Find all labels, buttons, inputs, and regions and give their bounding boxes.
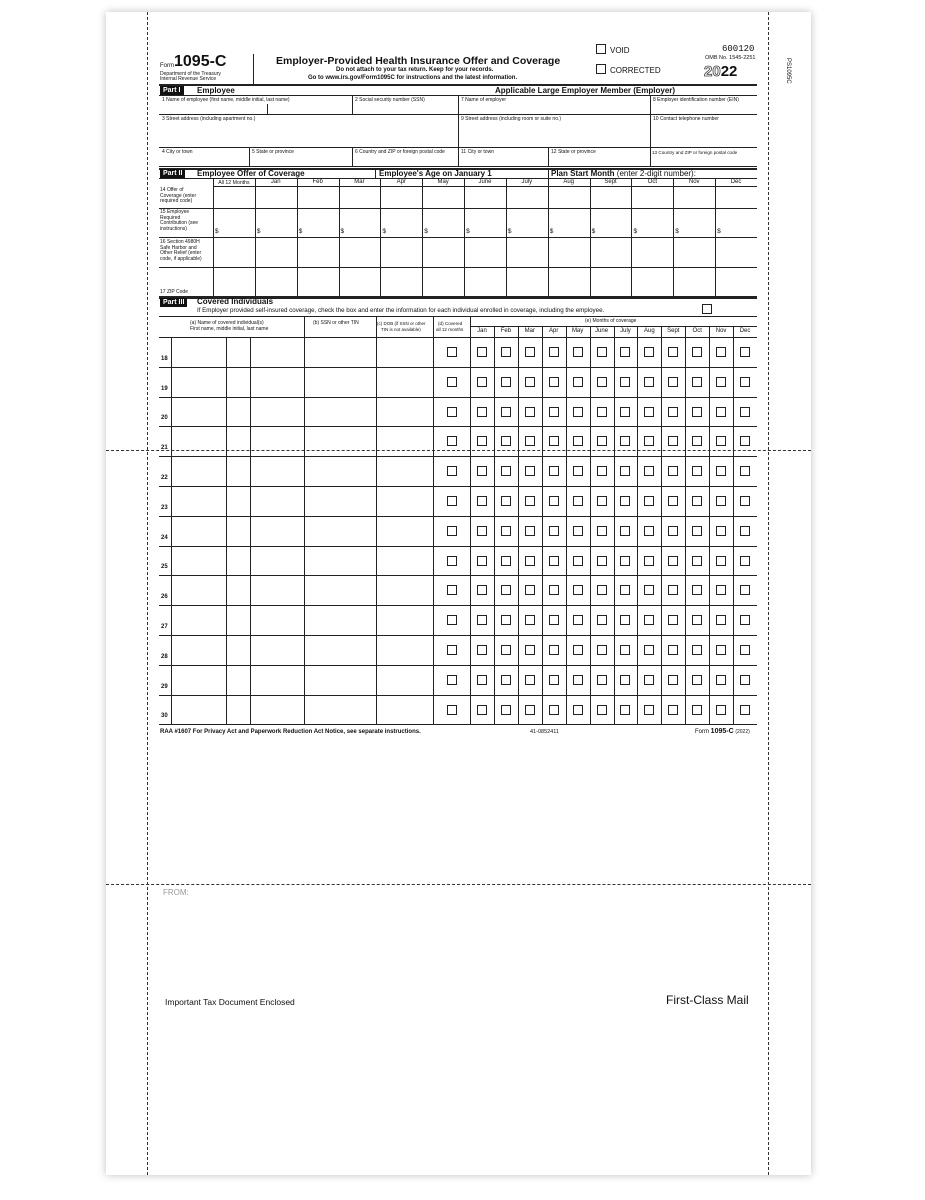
month-coverage-checkbox[interactable] (573, 496, 583, 506)
month-coverage-checkbox[interactable] (716, 347, 726, 357)
col-b-header: (b) SSN or other TIN (313, 320, 359, 326)
corrected-checkbox[interactable] (596, 64, 606, 74)
field-7-label: 7 Name of employer (461, 97, 507, 103)
month-coverage-checkbox[interactable] (549, 705, 559, 715)
row-number-23: 23 (161, 504, 168, 511)
covered-all-12-checkbox[interactable] (447, 466, 457, 476)
month-coverage-checkbox[interactable] (620, 407, 630, 417)
col-a-header-2: First name, middle initial, last name (190, 326, 269, 332)
month-coverage-checkbox[interactable] (477, 645, 487, 655)
part3-title: Covered Individuals (197, 297, 274, 306)
month-coverage-checkbox[interactable] (740, 526, 750, 536)
covered-all-12-checkbox[interactable] (447, 526, 457, 536)
month-coverage-checkbox[interactable] (597, 615, 607, 625)
month-coverage-checkbox[interactable] (501, 466, 511, 476)
side-code: PS1095C (785, 58, 791, 84)
month-coverage-checkbox[interactable] (477, 675, 487, 685)
month-coverage-checkbox[interactable] (692, 496, 702, 506)
month-coverage-checkbox[interactable] (501, 436, 511, 446)
covered-all-12-checkbox[interactable] (447, 645, 457, 655)
p2-month-1: Jan (270, 179, 281, 185)
omb-number: OMB No. 1545-2251 (705, 55, 756, 61)
month-coverage-checkbox[interactable] (740, 407, 750, 417)
part2-title: Employee Offer of Coverage (197, 169, 305, 178)
month-coverage-checkbox[interactable] (620, 556, 630, 566)
month-coverage-checkbox[interactable] (501, 347, 511, 357)
month-coverage-checkbox[interactable] (525, 645, 535, 655)
part3-badge: Part III (160, 298, 187, 307)
field-11-label: 11 City or town (461, 149, 494, 155)
perforation-right (768, 12, 769, 1175)
month-coverage-checkbox[interactable] (597, 556, 607, 566)
month-coverage-checkbox[interactable] (644, 496, 654, 506)
month-coverage-checkbox[interactable] (477, 705, 487, 715)
month-coverage-checkbox[interactable] (716, 526, 726, 536)
month-coverage-checkbox[interactable] (501, 407, 511, 417)
row-number-20: 20 (161, 415, 168, 422)
month-coverage-checkbox[interactable] (573, 675, 583, 685)
month-coverage-checkbox[interactable] (525, 526, 535, 536)
part2-badge: Part II (160, 169, 185, 178)
form-code: 600120 (722, 44, 755, 54)
p2-month-8: Aug (563, 179, 575, 185)
month-coverage-checkbox[interactable] (477, 585, 487, 595)
month-coverage-checkbox[interactable] (644, 675, 654, 685)
important-tax-doc: Important Tax Document Enclosed (165, 997, 295, 1007)
covered-all-12-checkbox[interactable] (447, 496, 457, 506)
month-coverage-checkbox[interactable] (549, 675, 559, 685)
field-10-label: 10 Contact telephone number (653, 116, 719, 122)
dollar-sign: $ (340, 228, 345, 235)
dollar-sign: $ (466, 228, 470, 235)
month-coverage-checkbox[interactable] (501, 705, 511, 715)
month-coverage-checkbox[interactable] (620, 377, 630, 387)
month-coverage-checkbox[interactable] (549, 377, 559, 387)
covered-all-12-checkbox[interactable] (447, 407, 457, 417)
month-coverage-checkbox[interactable] (477, 556, 487, 566)
field-3-label: 3 Street address (including apartment no.) (162, 116, 256, 122)
p3-month-0: Jan (477, 328, 487, 334)
month-coverage-checkbox[interactable] (644, 615, 654, 625)
month-coverage-checkbox[interactable] (692, 705, 702, 715)
month-coverage-checkbox[interactable] (716, 615, 726, 625)
dollar-sign: $ (256, 228, 261, 235)
employee-age-title: Employee's Age on January 1 (379, 169, 492, 178)
col-e-header: (e) Months of coverage (585, 318, 637, 324)
col-d-header-1: (d) Covered (438, 321, 463, 326)
month-coverage-checkbox[interactable] (716, 675, 726, 685)
month-coverage-checkbox[interactable] (477, 496, 487, 506)
dollar-sign: $ (549, 228, 554, 235)
month-coverage-checkbox[interactable] (501, 496, 511, 506)
month-coverage-checkbox[interactable] (549, 585, 559, 595)
month-coverage-checkbox[interactable] (644, 705, 654, 715)
month-coverage-checkbox[interactable] (740, 496, 750, 506)
footer-form-id: Form 1095-C (2022) (695, 728, 750, 735)
col-a-header-1: (a) Name of covered individual(s) (190, 320, 264, 326)
month-coverage-checkbox[interactable] (477, 526, 487, 536)
line-17-label: 17 ZIP Code (160, 289, 188, 295)
p3-month-4: May (571, 328, 584, 334)
row-number-29: 29 (161, 683, 168, 690)
month-coverage-checkbox[interactable] (668, 407, 678, 417)
p2-month-7: July (521, 179, 533, 185)
part1-employee-title: Employee (197, 86, 235, 95)
row-number-22: 22 (161, 475, 168, 481)
month-coverage-checkbox[interactable] (525, 377, 535, 387)
month-coverage-checkbox[interactable] (549, 556, 559, 566)
month-coverage-checkbox[interactable] (597, 496, 607, 506)
month-coverage-checkbox[interactable] (644, 377, 654, 387)
col-c-header-1: (c) DOB (if SSN or other (377, 321, 426, 326)
covered-all-12-checkbox[interactable] (447, 585, 457, 595)
dollar-sign: $ (424, 228, 428, 235)
p3-month-11: Dec (739, 328, 751, 334)
month-coverage-checkbox[interactable] (716, 705, 726, 715)
month-coverage-checkbox[interactable] (597, 705, 607, 715)
month-coverage-checkbox[interactable] (692, 645, 702, 655)
field-13-label: 13 Country and ZIP or foreign postal code (652, 150, 738, 155)
p2-month-12: Dec (730, 179, 742, 185)
plan-start-month: Plan Start Month (enter 2-digit number): (551, 169, 696, 178)
month-coverage-checkbox[interactable] (597, 466, 607, 476)
month-coverage-checkbox[interactable] (549, 645, 559, 655)
month-coverage-checkbox[interactable] (501, 645, 511, 655)
p2-month-10: Oct (647, 179, 658, 185)
month-coverage-checkbox[interactable] (668, 347, 678, 357)
month-coverage-checkbox[interactable] (597, 585, 607, 595)
month-coverage-checkbox[interactable] (525, 496, 535, 506)
month-coverage-checkbox[interactable] (668, 466, 678, 476)
month-coverage-checkbox[interactable] (668, 436, 678, 446)
month-coverage-checkbox[interactable] (716, 436, 726, 446)
field-2-label: 2 Social security number (SSN) (355, 97, 425, 103)
month-coverage-checkbox[interactable] (597, 347, 607, 357)
month-coverage-checkbox[interactable] (668, 615, 678, 625)
void-label: VOID (610, 46, 630, 55)
month-coverage-checkbox[interactable] (644, 526, 654, 536)
month-coverage-checkbox[interactable] (525, 675, 535, 685)
row-number-25: 25 (161, 564, 168, 571)
month-coverage-checkbox[interactable] (549, 436, 559, 446)
month-coverage-checkbox[interactable] (692, 526, 702, 536)
covered-all-12-checkbox[interactable] (447, 705, 457, 715)
p2-month-11: Nov (688, 179, 700, 185)
month-coverage-checkbox[interactable] (549, 615, 559, 625)
month-coverage-checkbox[interactable] (620, 496, 630, 506)
field-6-label: 6 Country and ZIP or foreign postal code (355, 149, 445, 155)
month-coverage-checkbox[interactable] (668, 645, 678, 655)
month-coverage-checkbox[interactable] (668, 526, 678, 536)
covered-all-12-checkbox[interactable] (447, 347, 457, 357)
footer-catalog: 41-0852411 (530, 729, 559, 735)
dollar-sign: $ (633, 228, 638, 235)
month-coverage-checkbox[interactable] (525, 436, 535, 446)
month-coverage-checkbox[interactable] (620, 466, 630, 476)
month-coverage-checkbox[interactable] (573, 377, 583, 387)
dollar-sign: $ (298, 228, 303, 235)
covered-all-12-checkbox[interactable] (447, 675, 457, 685)
month-coverage-checkbox[interactable] (644, 347, 654, 357)
dollar-sign: $ (717, 228, 721, 235)
month-coverage-checkbox[interactable] (525, 705, 535, 715)
month-coverage-checkbox[interactable] (692, 436, 702, 446)
form-subtitle-2: Go to www.irs.gov/Form1095C for instructions and the latest information. (308, 75, 518, 81)
p3-month-7: Aug (644, 328, 655, 334)
row-number-27: 27 (161, 624, 168, 630)
dollar-sign: $ (382, 228, 386, 235)
perforation-left (147, 12, 148, 1175)
month-coverage-checkbox[interactable] (477, 347, 487, 357)
part1-employer-title: Applicable Large Employer Member (Employer) (495, 86, 676, 95)
month-coverage-checkbox[interactable] (644, 645, 654, 655)
month-coverage-checkbox[interactable] (716, 585, 726, 595)
month-coverage-checkbox[interactable] (692, 615, 702, 625)
dollar-sign: $ (675, 228, 679, 235)
mailer-from-label: FROM: (163, 888, 189, 897)
p3-month-6: July (620, 328, 631, 334)
month-coverage-checkbox[interactable] (620, 645, 630, 655)
month-coverage-checkbox[interactable] (573, 407, 583, 417)
form-title: Employer-Provided Health Insurance Offer and Coverage (276, 55, 561, 67)
month-coverage-checkbox[interactable] (477, 615, 487, 625)
month-coverage-checkbox[interactable] (692, 377, 702, 387)
row-number-28: 28 (161, 653, 168, 660)
month-coverage-checkbox[interactable] (525, 556, 535, 566)
month-coverage-checkbox[interactable] (740, 347, 750, 357)
month-coverage-checkbox[interactable] (597, 675, 607, 685)
month-coverage-checkbox[interactable] (740, 705, 750, 715)
month-coverage-checkbox[interactable] (644, 585, 654, 595)
field-4-label: 4 City or town (162, 149, 193, 155)
p3-month-10: Nov (715, 328, 727, 334)
p3-month-1: Feb (500, 328, 512, 334)
field-8-label: 8 Employer identification number (EIN) (653, 97, 739, 103)
month-coverage-checkbox[interactable] (477, 377, 487, 387)
month-coverage-checkbox[interactable] (525, 615, 535, 625)
col-d-header-2: all 12 months (436, 327, 464, 332)
month-coverage-checkbox[interactable] (692, 407, 702, 417)
month-coverage-checkbox[interactable] (597, 436, 607, 446)
field-1-label: 1 Name of employee (first name, middle initial, last name) (162, 97, 290, 103)
month-coverage-checkbox[interactable] (597, 645, 607, 655)
month-coverage-checkbox[interactable] (573, 526, 583, 536)
month-coverage-checkbox[interactable] (597, 377, 607, 387)
month-coverage-checkbox[interactable] (477, 466, 487, 476)
month-coverage-checkbox[interactable] (644, 556, 654, 566)
month-coverage-checkbox[interactable] (549, 526, 559, 536)
row-number-24: 24 (161, 534, 168, 541)
month-coverage-checkbox[interactable] (740, 466, 750, 476)
p2-month-3: Mar (354, 179, 365, 185)
footer-notice: RAA #1607 For Privacy Act and Paperwork Reduction Act Notice, see separate instructions. (160, 729, 421, 735)
month-coverage-checkbox[interactable] (644, 436, 654, 446)
part1-badge: Part I (160, 86, 184, 95)
row-number-26: 26 (161, 594, 168, 601)
form-subtitle-1: Do not attach to your tax return. Keep for your records. (336, 67, 494, 73)
month-coverage-checkbox[interactable] (573, 556, 583, 566)
p3-month-9: Oct (692, 328, 702, 334)
month-coverage-checkbox[interactable] (716, 407, 726, 417)
line-14-label: 14 Offer of Coverage (enter required code) (160, 187, 197, 204)
month-coverage-checkbox[interactable] (644, 466, 654, 476)
dollar-sign: $ (507, 228, 512, 235)
month-coverage-checkbox[interactable] (549, 496, 559, 506)
row-number-30: 30 (161, 713, 168, 720)
month-coverage-checkbox[interactable] (740, 377, 750, 387)
month-coverage-checkbox[interactable] (668, 556, 678, 566)
month-coverage-checkbox[interactable] (501, 585, 511, 595)
month-coverage-checkbox[interactable] (740, 675, 750, 685)
p2-month-5: May (437, 179, 449, 185)
month-coverage-checkbox[interactable] (716, 645, 726, 655)
perforation-lower (106, 884, 811, 885)
dept-irs: Internal Revenue Service (160, 76, 217, 82)
month-coverage-checkbox[interactable] (716, 377, 726, 387)
p3-month-8: Sept (667, 328, 680, 334)
month-coverage-checkbox[interactable] (549, 407, 559, 417)
month-coverage-checkbox[interactable] (573, 705, 583, 715)
month-coverage-checkbox[interactable] (597, 526, 607, 536)
month-coverage-checkbox[interactable] (525, 407, 535, 417)
month-coverage-checkbox[interactable] (740, 556, 750, 566)
month-coverage-checkbox[interactable] (573, 347, 583, 357)
month-coverage-checkbox[interactable] (668, 675, 678, 685)
month-coverage-checkbox[interactable] (573, 615, 583, 625)
month-coverage-checkbox[interactable] (573, 645, 583, 655)
line-16-label: 16 Section 4980H Safe Harbor and Other Relief (enter code, if applicable) (160, 239, 202, 262)
month-coverage-checkbox[interactable] (668, 585, 678, 595)
month-coverage-checkbox[interactable] (573, 436, 583, 446)
month-coverage-checkbox[interactable] (644, 407, 654, 417)
month-coverage-checkbox[interactable] (668, 377, 678, 387)
self-insured-checkbox[interactable] (702, 304, 712, 314)
p2-month-2: Feb (312, 179, 323, 185)
month-coverage-checkbox[interactable] (525, 466, 535, 476)
tax-year: 2022 (704, 63, 738, 80)
covered-all-12-checkbox[interactable] (447, 377, 457, 387)
month-coverage-checkbox[interactable] (668, 496, 678, 506)
month-coverage-checkbox[interactable] (620, 705, 630, 715)
p2-month-6: June (478, 179, 492, 185)
month-coverage-checkbox[interactable] (692, 585, 702, 595)
month-coverage-checkbox[interactable] (668, 705, 678, 715)
row-number-21: 21 (161, 445, 168, 452)
month-coverage-checkbox[interactable] (740, 585, 750, 595)
month-coverage-checkbox[interactable] (692, 675, 702, 685)
month-coverage-checkbox[interactable] (501, 556, 511, 566)
line-15-label: 15 Employee Required Contribution (see instructions) (160, 209, 199, 232)
p3-month-3: Apr (549, 328, 559, 334)
dept-treasury: Department of the Treasury (160, 71, 221, 77)
month-coverage-checkbox[interactable] (573, 466, 583, 476)
month-coverage-checkbox[interactable] (620, 675, 630, 685)
form-label: Form (160, 63, 174, 69)
field-9-label: 9 Street address (including room or suite no.) (461, 116, 562, 122)
field-12-label: 12 State or province (551, 149, 596, 155)
month-coverage-checkbox[interactable] (620, 526, 630, 536)
void-checkbox[interactable] (596, 44, 606, 54)
month-coverage-checkbox[interactable] (477, 436, 487, 446)
part3-description: If Employer provided self-insured coverage, check the box and enter the information for each individual enrolled in coverage, including the employee. (197, 307, 605, 314)
form-number: 1095-C (174, 53, 227, 70)
first-class-mail: First-Class Mail (666, 993, 749, 1007)
corrected-label: CORRECTED (610, 66, 661, 75)
month-coverage-checkbox[interactable] (477, 407, 487, 417)
month-coverage-checkbox[interactable] (501, 526, 511, 536)
p2-month-0: All 12 Months (218, 180, 250, 186)
row-number-18: 18 (161, 355, 168, 362)
month-coverage-checkbox[interactable] (716, 556, 726, 566)
month-coverage-checkbox[interactable] (692, 347, 702, 357)
month-coverage-checkbox[interactable] (620, 347, 630, 357)
perforation-middle (106, 450, 811, 451)
month-coverage-checkbox[interactable] (501, 675, 511, 685)
month-coverage-checkbox[interactable] (597, 407, 607, 417)
month-coverage-checkbox[interactable] (620, 585, 630, 595)
covered-all-12-checkbox[interactable] (447, 556, 457, 566)
month-coverage-checkbox[interactable] (740, 436, 750, 446)
covered-all-12-checkbox[interactable] (447, 436, 457, 446)
month-coverage-checkbox[interactable] (740, 645, 750, 655)
month-coverage-checkbox[interactable] (620, 615, 630, 625)
p2-month-9: Sept (604, 179, 617, 185)
field-5-label: 5 State or province (252, 149, 294, 155)
p3-month-2: Mar (524, 328, 535, 334)
col-c-header-2: TIN is not available) (381, 327, 421, 332)
month-coverage-checkbox[interactable] (501, 377, 511, 387)
month-coverage-checkbox[interactable] (549, 466, 559, 476)
month-coverage-checkbox[interactable] (692, 466, 702, 476)
row-number-19: 19 (161, 385, 168, 392)
month-coverage-checkbox[interactable] (740, 615, 750, 625)
month-coverage-checkbox[interactable] (501, 615, 511, 625)
month-coverage-checkbox[interactable] (692, 556, 702, 566)
month-coverage-checkbox[interactable] (525, 347, 535, 357)
dollar-sign: $ (215, 228, 219, 235)
p2-month-4: Apr (396, 179, 406, 185)
covered-all-12-checkbox[interactable] (447, 615, 457, 625)
dollar-sign: $ (591, 228, 596, 235)
month-coverage-checkbox[interactable] (549, 347, 559, 357)
month-coverage-checkbox[interactable] (716, 466, 726, 476)
month-coverage-checkbox[interactable] (525, 585, 535, 595)
month-coverage-checkbox[interactable] (620, 436, 630, 446)
month-coverage-checkbox[interactable] (716, 496, 726, 506)
p3-month-5: June (595, 328, 609, 334)
month-coverage-checkbox[interactable] (573, 585, 583, 595)
